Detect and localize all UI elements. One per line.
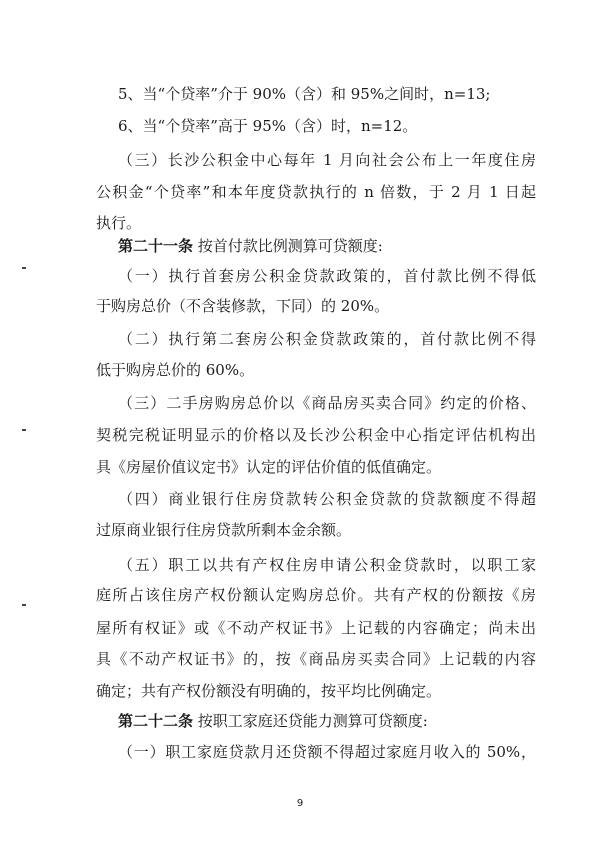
paragraph-line: 确定；共有产权份额没有明确的，按平均比例确定。 (96, 682, 442, 700)
paragraph-line: （四）商业银行住房贷款转公积金贷款的贷款额度不得超 (118, 490, 536, 508)
article-heading-line (118, 236, 536, 256)
article-22-text: 按职工家庭还贷能力测算可贷额度: (197, 712, 428, 730)
article-21-title: 第二十一条 (118, 237, 194, 255)
article-heading-line (118, 711, 536, 731)
paragraph-line: 5、当“个贷率”介于 90%（含）和 95%之间时，n=13; (118, 85, 491, 103)
page-number: 9 (296, 798, 304, 809)
article-21-text: 按首付款比例测算可贷额度: (197, 237, 383, 255)
paragraph-line: （一）执行首套房公积金贷款政策的，首付款比例不得低 (118, 267, 536, 285)
paragraph-line: （二）执行第二套房公积金贷款政策的，首付款比例不得 (118, 330, 536, 348)
paragraph-line: 公积金“个贷率”和本年度贷款执行的 n 倍数，于 2 月 1 日起 (96, 183, 536, 201)
paragraph-line: 于购房总价（不含装修款，下同）的 20%。 (96, 297, 390, 315)
paragraph-line: 执行。 (96, 214, 142, 232)
paragraph-line: 屋所有权证》或《不动产权证书》上记载的内容确定；尚未出 (96, 619, 536, 637)
paragraph-line: （三）二手房购房总价以《商品房买卖合同》约定的价格、 (118, 394, 536, 412)
paragraph-line: 庭所占该住房产权份额认定购房总价。共有产权的份额按《房 (96, 586, 536, 604)
paragraph-line: （五）职工以共有产权住房申请公积金贷款时，以职工家 (118, 556, 536, 574)
paragraph-line: 契税完税证明显示的价格以及长沙公积金中心指定评估机构出 (96, 426, 536, 444)
binding-hole-mark (22, 604, 26, 606)
paragraph-line: （三）长沙公积金中心每年 1 月向社会公布上一年度住房 (118, 151, 536, 169)
paragraph-line: 具《不动产权证书》的，按《商品房买卖合同》上记载的内容 (96, 650, 536, 668)
paragraph-line: 具《房屋价值议定书》认定的评估价值的低值确定。 (96, 458, 442, 476)
binding-hole-mark (22, 267, 26, 269)
paragraph-line: 6、当“个贷率”高于 95%（含）时，n=12。 (118, 117, 418, 135)
binding-hole-mark (22, 429, 26, 431)
paragraph-line: 过原商业银行住房贷款所剩本金余额。 (96, 521, 352, 539)
paragraph-line: （一）职工家庭贷款月还贷额不得超过家庭月收入的 50%， (118, 743, 536, 761)
article-22-title: 第二十二条 (118, 712, 194, 730)
paragraph-line: 低于购房总价的 60%。 (96, 361, 255, 379)
